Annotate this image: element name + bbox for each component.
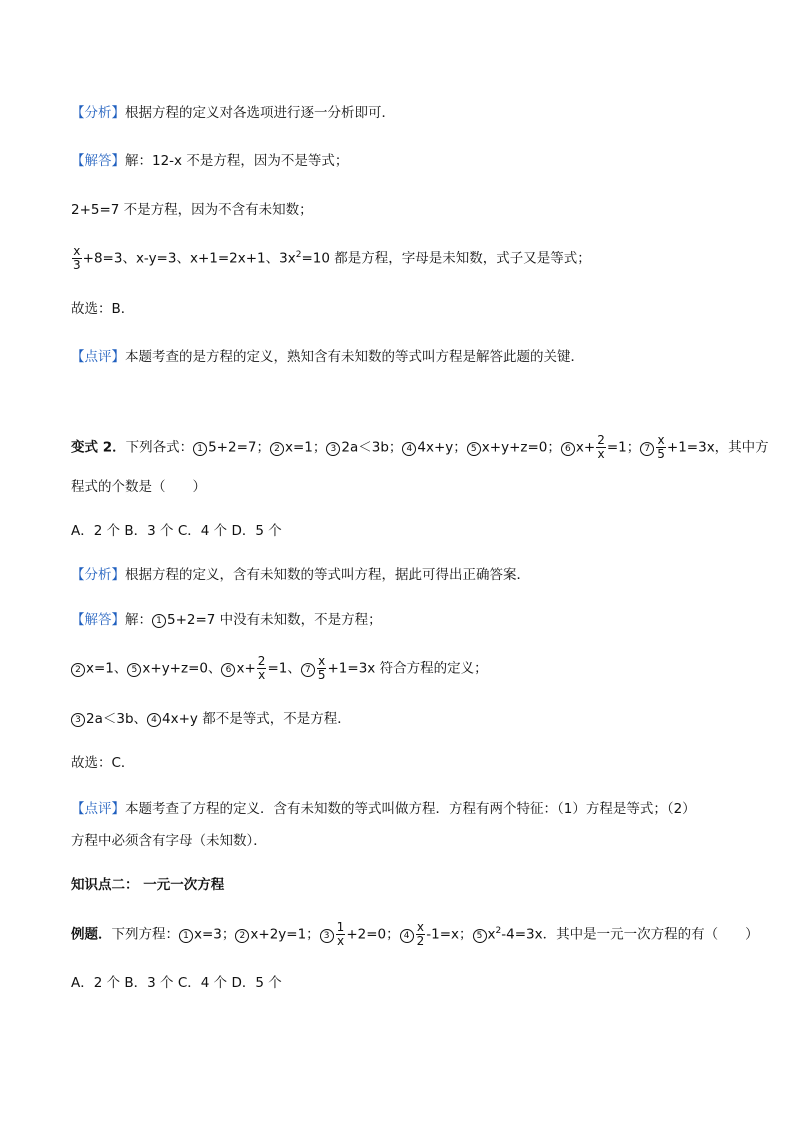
circled-number: 7 xyxy=(640,442,654,456)
variant-question-text: 程式的个数是（ ） xyxy=(71,479,206,495)
circled-number: 2 xyxy=(71,663,85,677)
circled-number: 1 xyxy=(193,442,207,456)
solution-line-3 xyxy=(71,244,744,272)
variant-intro: 下列各式： xyxy=(125,439,194,456)
superscript: 2 xyxy=(295,250,302,260)
circled-number: 1 xyxy=(179,929,193,943)
item-text: 2a＜3b； xyxy=(341,439,403,456)
analysis-line-1 xyxy=(71,102,744,124)
circled-number: 3 xyxy=(320,929,334,943)
circled-number: 1 xyxy=(152,614,166,628)
variant-question-line-1 xyxy=(71,433,769,461)
analysis-tag: 【分析】 xyxy=(71,105,125,121)
section-title xyxy=(71,874,744,896)
item-text: +1=3x，其中方 xyxy=(666,439,769,456)
item-text: 4x+y； xyxy=(417,439,467,456)
comment-text: 方程中必须含有字母（未知数）． xyxy=(71,833,267,849)
analysis-tag: 【分析】 xyxy=(71,567,125,583)
circled-number: 5 xyxy=(127,663,141,677)
solution-line-3-a: +8=3、x-y=3、x+1=2x+1、3x xyxy=(82,250,296,267)
solution-text: 解：12-x 不是方程，因为不是等式； xyxy=(125,153,349,169)
example-item: +2=0； xyxy=(346,926,400,943)
fraction-2-over-x: $\frac{2}{x}$ xyxy=(597,433,605,461)
circled-number: 2 xyxy=(235,929,249,943)
circled-number: 4 xyxy=(147,713,161,727)
fraction-x-over-2: $\frac{x}{2}$ xyxy=(416,920,425,948)
example-item: x xyxy=(487,926,496,943)
circled-number: 5 xyxy=(473,929,487,943)
circled-number: 4 xyxy=(400,929,414,943)
comment-tag: 【点评】 xyxy=(71,349,125,365)
analysis-text: 根据方程的定义，含有未知数的等式叫方程，据此可得出正确答案． xyxy=(125,567,530,583)
example-question xyxy=(71,920,759,948)
circled-number: 5 xyxy=(467,442,481,456)
variant-options xyxy=(71,520,744,542)
solution-text: x=1、 xyxy=(86,660,128,677)
fraction-x-over-5: $\frac{x}{5}$ xyxy=(317,654,326,682)
superscript: 2 xyxy=(495,926,502,936)
example-item: x=3； xyxy=(194,926,236,943)
item-text: 5+2=7； xyxy=(208,439,270,456)
item-text: x+ xyxy=(575,439,596,456)
variant-analysis xyxy=(71,564,744,586)
circled-number: 6 xyxy=(561,442,575,456)
item-text: =1； xyxy=(606,439,641,456)
variant-question-line-2 xyxy=(71,476,744,498)
comment-text: 本题考查的是方程的定义，熟知含有未知数的等式叫方程是解答此题的关键． xyxy=(125,349,584,365)
solution-line-1 xyxy=(71,150,744,172)
solution-text: 4x+y 都不是等式，不是方程． xyxy=(162,711,351,727)
example-options xyxy=(71,972,744,994)
variant-solution-line-3 xyxy=(71,708,744,730)
fraction-1-over-x: $\frac{1}{x}$ xyxy=(336,920,345,948)
example-item: x+2y=1； xyxy=(250,926,320,943)
section-title-text: 知识点二： 一元一次方程 xyxy=(71,877,225,893)
item-text: x+y+z=0； xyxy=(481,439,561,456)
comment-tag: 【点评】 xyxy=(71,801,125,817)
solution-text: 解： xyxy=(125,612,152,628)
fraction-x-over-3: $\frac{x}{3}$ xyxy=(73,244,81,272)
answer-line xyxy=(71,298,744,320)
answer-text: 故选：C． xyxy=(71,755,135,771)
solution-text: x+y+z=0、 xyxy=(142,660,222,677)
circled-number: 3 xyxy=(326,442,340,456)
variant-solution-line-2 xyxy=(71,655,744,682)
options-text: A．2 个 B．3 个 C．4 个 D．5 个 xyxy=(71,975,282,991)
solution-line-2 xyxy=(71,199,744,221)
example-item: -1=x； xyxy=(426,926,473,943)
solution-text: x+ xyxy=(236,660,256,677)
circled-number: 6 xyxy=(221,663,235,677)
item-text: x=1； xyxy=(284,439,327,456)
solution-text: 2a＜3b、 xyxy=(86,711,148,727)
fraction-x-over-5: $\frac{x}{5}$ xyxy=(657,433,665,461)
variant-comment-line-1 xyxy=(71,798,744,820)
variant-comment-line-2 xyxy=(71,830,744,852)
example-item: -4=3x．其中是一元一次方程的有（ ） xyxy=(501,926,759,943)
comment-text: 本题考查了方程的定义．含有未知数的等式叫做方程．方程有两个特征：（1）方程是等式；（2） xyxy=(125,801,696,817)
solution-line-3-b: =10 都是方程，字母是未知数，式子又是等式； xyxy=(301,250,591,267)
solution-text: 5+2=7 中没有未知数，不是方程； xyxy=(167,612,382,628)
answer-text: 故选：B． xyxy=(71,301,135,317)
fraction-2-over-x: $\frac{2}{x}$ xyxy=(257,654,266,682)
circled-number: 4 xyxy=(402,442,416,456)
solution-tag: 【解答】 xyxy=(71,153,125,169)
solution-tag: 【解答】 xyxy=(71,612,125,628)
example-title: 例题． xyxy=(71,926,112,943)
circled-number: 3 xyxy=(71,713,85,727)
comment-line xyxy=(71,346,744,368)
variant-title: 变式 2． xyxy=(71,439,126,456)
analysis-text: 根据方程的定义对各选项进行逐一分析即可． xyxy=(125,105,395,121)
solution-text: =1、 xyxy=(267,660,301,677)
example-intro: 下列方程： xyxy=(111,926,179,943)
solution-line-2-text: 2+5=7 不是方程，因为不含有未知数； xyxy=(71,202,313,218)
circled-number: 2 xyxy=(270,442,284,456)
solution-text: +1=3x 符合方程的定义； xyxy=(327,660,488,677)
options-text: A．2 个 B．3 个 C．4 个 D．5 个 xyxy=(71,523,282,539)
variant-answer xyxy=(71,752,744,774)
circled-number: 7 xyxy=(301,663,315,677)
variant-solution-line-1 xyxy=(71,609,744,631)
